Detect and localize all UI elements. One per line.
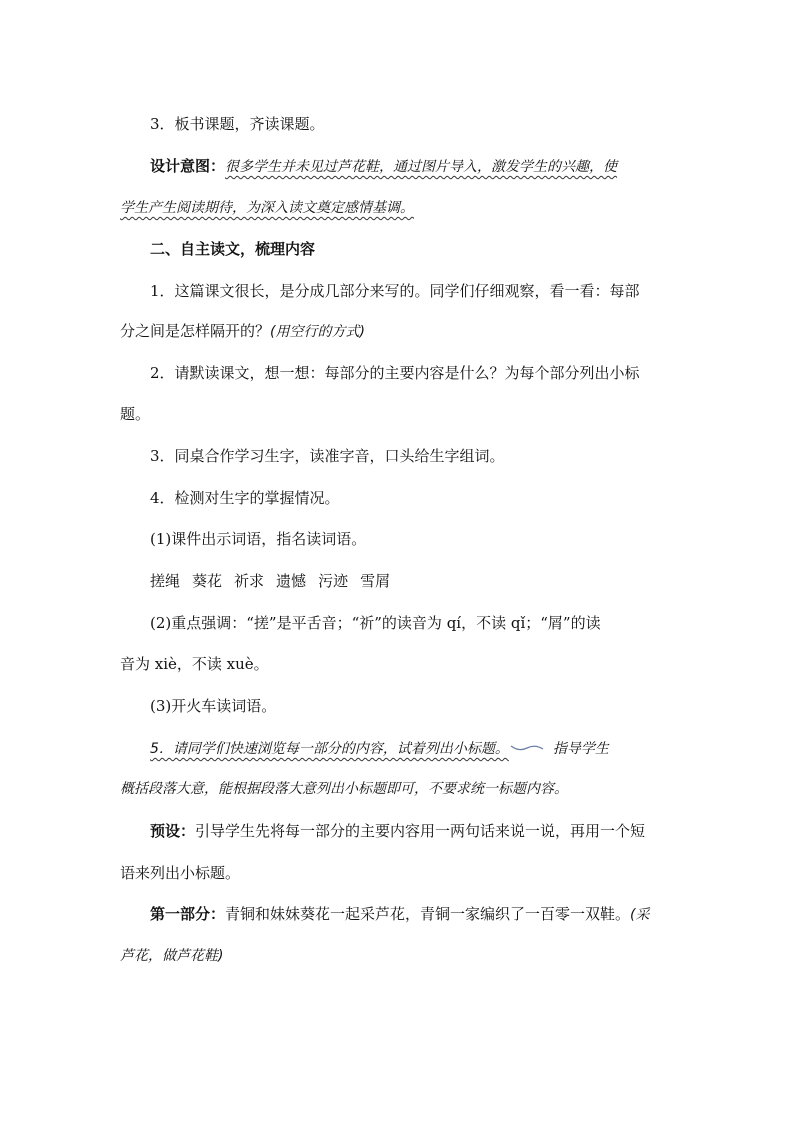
design-intent-text-1: 很多学生并未见过芦花鞋，通过图片导入，激发学生的兴趣，使 [225, 159, 618, 175]
question-4-item-3: (3)开火车读词语。 [150, 697, 277, 715]
vocabulary-words [150, 570, 402, 592]
question-1-note: (用空行的方式) [270, 324, 365, 340]
question-1-text: 分之间是怎样隔开的？ [120, 322, 271, 340]
question-4-item-2-line-2: 音为 xiè，不读 xuè。 [120, 655, 269, 673]
part-1-text: 青铜和妹妹葵花一起采芦花，青铜一家编织了一百零一双鞋。 [225, 905, 631, 923]
part-1-label: 第一部分： [150, 905, 226, 923]
section-heading: 二、自主读文，梳理内容 [150, 240, 316, 258]
question-2-line-2: 题。 [120, 405, 151, 423]
preset-label: 预设： [150, 822, 196, 840]
preset-line-2: 语来列出小标题。 [120, 864, 241, 882]
design-intent-label: 设计意图： [150, 157, 226, 175]
vocabulary-word: 污迹 [318, 572, 349, 590]
part-1-line-1 [150, 903, 650, 926]
preset-line-1 [150, 820, 645, 842]
part-1-note-1: (采 [630, 907, 650, 923]
design-intent-line-2 [120, 196, 414, 219]
design-intent-text-2: 学生产生阅读期待，为深入读文奠定感情基调。 [120, 200, 414, 216]
question-4-item-2-line-1: (2)重点强调：“搓”是平舌音；“祈”的读音为 qí，不读 qǐ；“屑”的读 [150, 614, 601, 632]
preset-text-1: 引导学生先将每一部分的主要内容用一两句话来说一说，再用一个短 [195, 822, 646, 840]
part-1-note-2: 芦花，做芦花鞋) [120, 948, 224, 964]
question-5-note-2: 概括段落大意，能根据段落大意列出小标题即可，不要求统一标题内容。 [120, 781, 568, 797]
question-2-line-1: 2．请默读课文，想一想：每部分的主要内容是什么？为每个部分列出小标 [150, 364, 640, 382]
vocabulary-word: 葵花 [192, 572, 223, 590]
step-3: 3．板书课题，齐读课题。 [150, 115, 325, 133]
question-4-item-1: (1)课件出示词语，指名读词语。 [150, 530, 367, 548]
design-intent-line-1 [150, 155, 617, 178]
vocabulary-word: 遗憾 [276, 572, 307, 590]
question-1-line-2 [120, 320, 365, 343]
vocabulary-word: 搓绳 [150, 572, 181, 590]
question-1-line-1: 1．这篇课文很长，是分成几部分来写的。同学们仔细观察，看一看：每部 [150, 282, 640, 300]
question-5-text: 5．请同学们快速浏览每一部分的内容，试着列出小标题。 [150, 741, 509, 757]
vocabulary-word: 祈求 [234, 572, 265, 590]
annotation-arrow-icon [509, 738, 545, 760]
vocabulary-word: 雪屑 [360, 572, 391, 590]
question-5-line-1 [150, 737, 609, 760]
question-4: 4．检测对生字的掌握情况。 [150, 489, 340, 507]
question-5-note-1: 指导学生 [552, 741, 609, 757]
question-3: 3．同桌合作学习生字，读准字音，口头给生字组词。 [150, 447, 505, 465]
